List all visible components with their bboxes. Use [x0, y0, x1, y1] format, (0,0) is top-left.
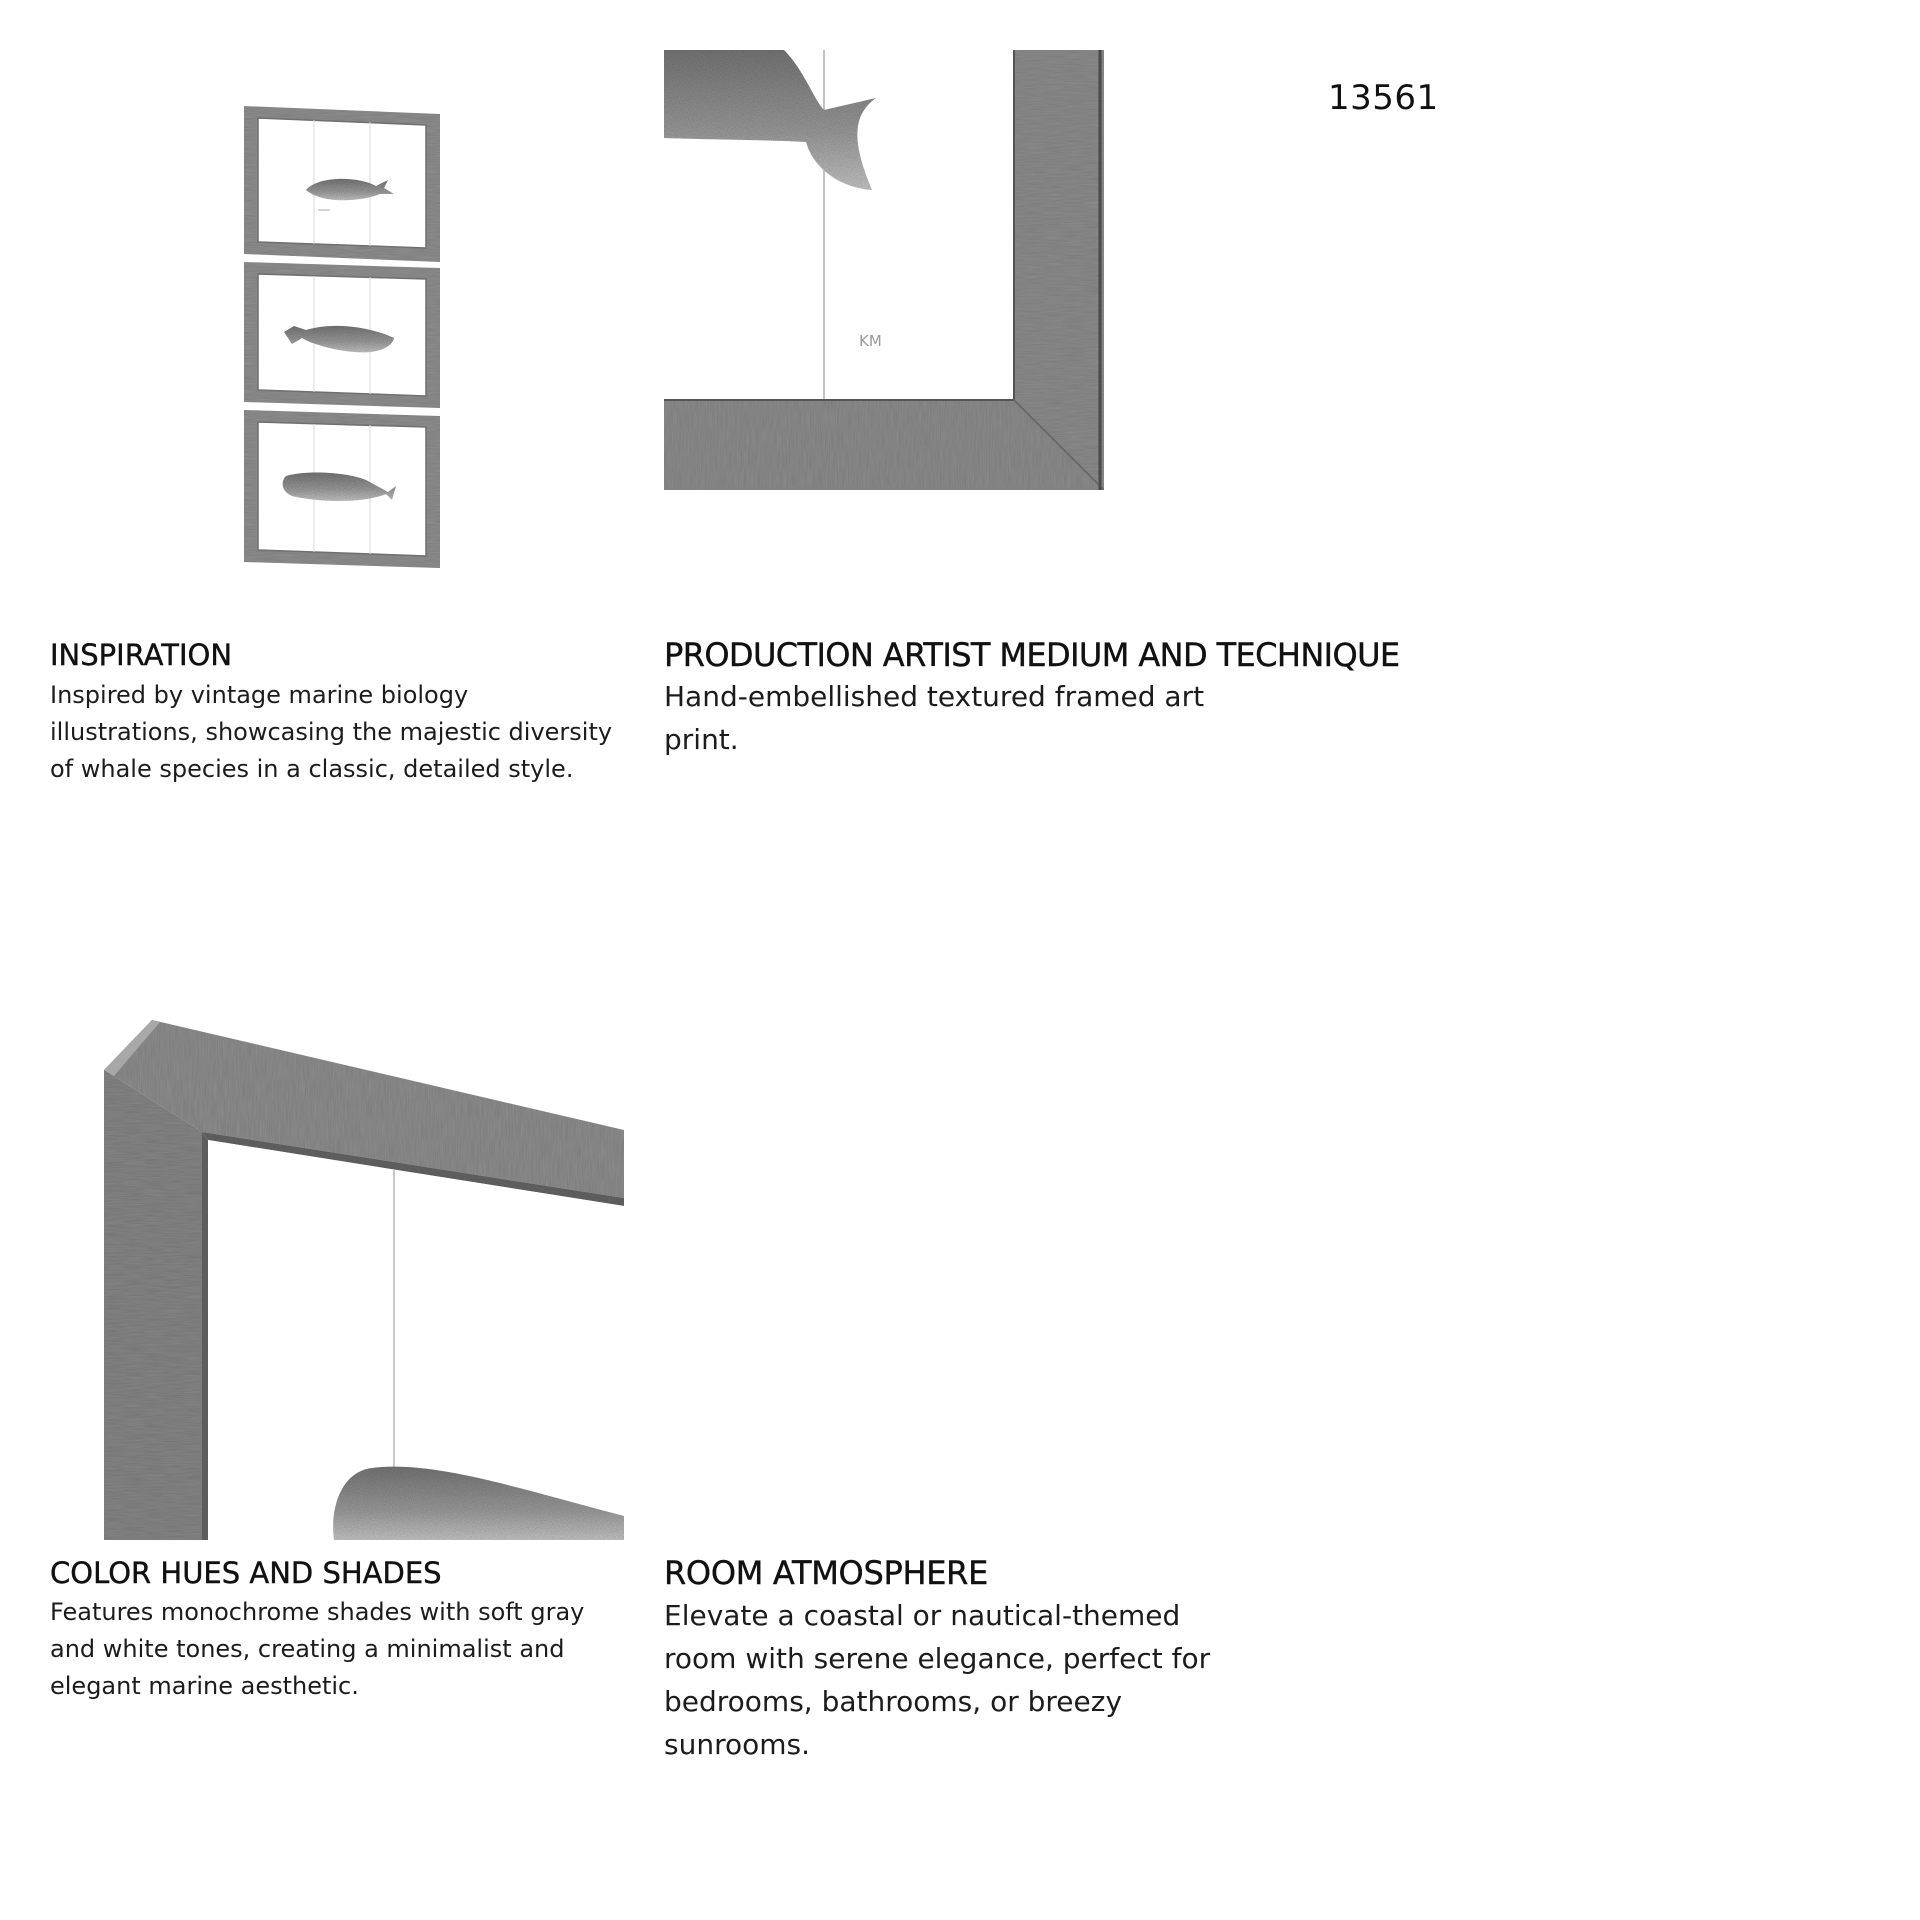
inspiration-line-3: of whale species in a classic, detailed style.: [50, 755, 574, 783]
color-line-2: and white tones, creating a minimalist and: [50, 1635, 565, 1663]
frame-corner-whale-tail-image: [664, 50, 1104, 490]
production-heading: PRODUCTION ARTIST MEDIUM AND TECHNIQUE: [664, 636, 1400, 674]
room-heading: ROOM ATMOSPHERE: [664, 1554, 988, 1592]
product-sku: 13561: [1328, 78, 1439, 118]
room-line-4: sunrooms.: [664, 1728, 811, 1761]
room-line-3: bedrooms, bathrooms, or breezy: [664, 1685, 1123, 1718]
frame-bottom-print: [244, 410, 440, 568]
artist-mark: KM: [859, 332, 882, 350]
inspiration-line-2: illustrations, showcasing the majestic diversity: [50, 718, 613, 746]
color-line-3: elegant marine aesthetic.: [50, 1672, 359, 1700]
color-line-1: Features monochrome shades with soft gray: [50, 1598, 585, 1626]
inspiration-heading: INSPIRATION: [50, 638, 233, 672]
room-line-2: room with serene elegance, perfect for: [664, 1642, 1211, 1675]
frame-middle-print: [244, 262, 440, 408]
color-heading: COLOR HUES AND SHADES: [50, 1556, 442, 1590]
room-line-1: Elevate a coastal or nautical-themed: [664, 1599, 1181, 1632]
color-text: [50, 1594, 630, 1705]
production-line-2: print.: [664, 723, 739, 756]
inspiration-text: [50, 677, 630, 788]
room-text: [664, 1594, 1234, 1766]
frame-closeup-whale-image: [104, 1020, 624, 1540]
production-text: [664, 675, 1224, 761]
production-line-1: Hand-embellished textured framed art: [664, 680, 1205, 713]
three-framed-whale-prints-image: [236, 100, 446, 575]
frame-top-print: [244, 106, 440, 262]
inspiration-line-1: Inspired by vintage marine biology: [50, 681, 469, 709]
